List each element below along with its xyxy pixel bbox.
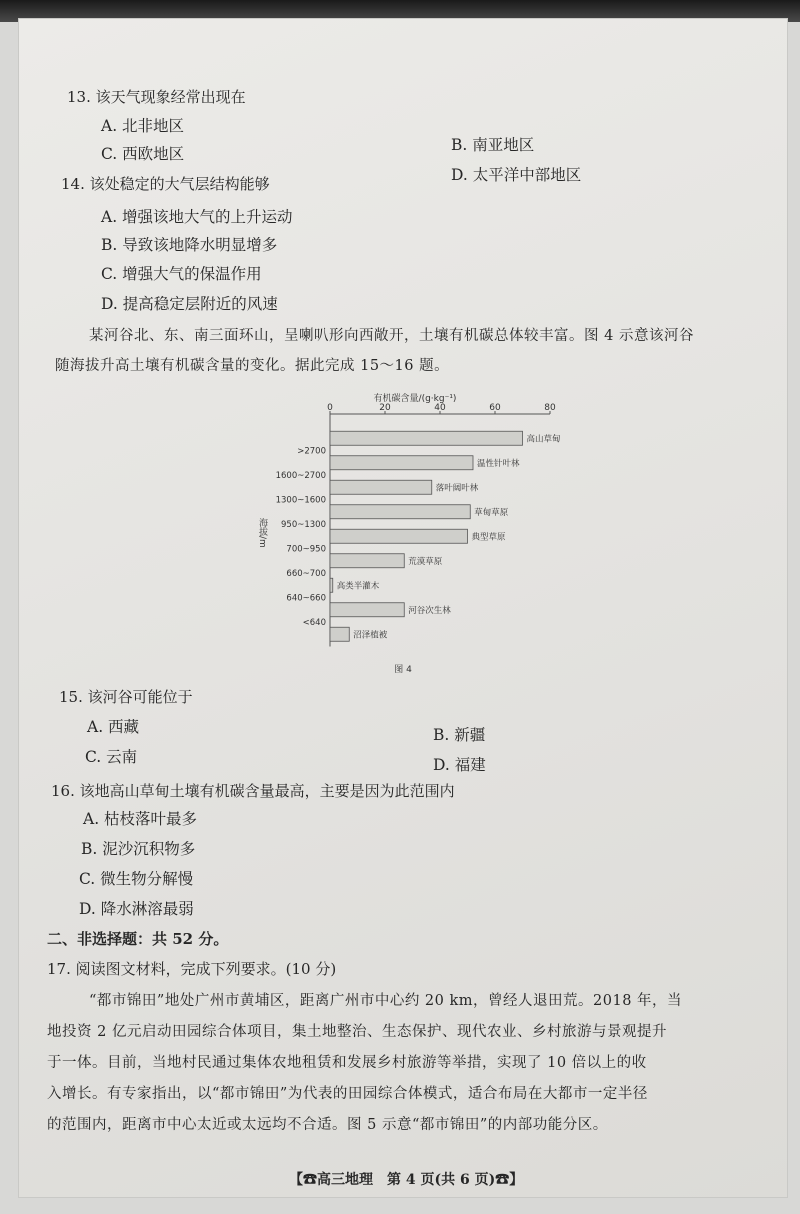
q17-stem: 17. 阅读图文材料，完成下列要求。(10 分) — [47, 960, 337, 978]
q14-option-d: D. 提高稳定层附近的风速 — [101, 295, 278, 313]
bar — [330, 431, 523, 445]
q15-option-b: B. 新疆 — [433, 726, 486, 744]
figure-caption: 图 4 — [394, 665, 412, 675]
bar — [330, 554, 404, 568]
y-tick-label: 660~700 — [286, 569, 326, 579]
section-2-heading: 二、非选择题：共 52 分。 — [47, 930, 229, 948]
bar-label: 沼泽植被 — [353, 630, 388, 641]
bar — [330, 603, 404, 617]
bar-label: 高山草甸 — [526, 434, 561, 445]
q17-para-line-5: 的范围内，距离市中心太近或太远均不合适。图 5 示意“都市锦田”的内部功能分区。 — [47, 1117, 608, 1133]
y-tick-label: 700~950 — [286, 544, 326, 555]
x-tick-label: 80 — [544, 403, 556, 413]
q14-stem: 14. 该处稳定的大气层结构能够 — [61, 175, 270, 193]
x-axis-label: 有机碳含量/(g·kg⁻¹) — [373, 394, 457, 404]
q15-stem: 15. 该河谷可能位于 — [59, 688, 193, 706]
y-axis-label: 海拔/m — [257, 518, 267, 548]
y-tick-label: 640~660 — [286, 593, 326, 604]
bar-label: 草甸草原 — [474, 507, 509, 518]
y-tick-label: >2700 — [297, 446, 326, 457]
q15-option-c: C. 云南 — [85, 748, 138, 766]
q17-para-line-4: 入增长。有专家指出，以“都市锦田”为代表的田园综合体模式，适合布局在大都市一定半径 — [47, 1086, 648, 1102]
q13-option-c: C. 西欧地区 — [101, 145, 185, 163]
y-tick-label: <640 — [302, 618, 326, 628]
bar-label: 河谷次生林 — [408, 605, 451, 616]
q14-option-a: A. 增强该地大气的上升运动 — [101, 208, 293, 226]
bar — [330, 456, 473, 470]
q17-para-line-2: 地投资 2 亿元启动田园综合体项目，集土地整治、生态保护、现代农业、乡村旅游与景观提升 — [47, 1024, 667, 1040]
q13-option-d: D. 太平洋中部地区 — [451, 166, 582, 184]
bar-label: 荒漠草原 — [408, 556, 443, 567]
q16-option-d: D. 降水淋溶最弱 — [79, 900, 194, 918]
q15-option-d: D. 福建 — [433, 756, 486, 774]
q13-stem: 13. 该天气现象经常出现在 — [67, 88, 246, 106]
x-tick-label: 60 — [489, 403, 501, 413]
q17-para-line-1: “都市锦田”地处广州市黄埔区，距离广州市中心约 20 km，曾经人退田荒。2018 年，当 — [89, 993, 683, 1009]
figure-4-chart — [250, 390, 570, 680]
q13-option-b: B. 南亚地区 — [451, 136, 535, 154]
bar-label: 落叶阔叶林 — [435, 483, 479, 494]
y-tick-label: 1300~1600 — [275, 495, 326, 506]
q16-option-a: A. 枯枝落叶最多 — [83, 810, 198, 828]
bar — [330, 505, 470, 519]
bar — [330, 627, 349, 641]
q16-option-b: B. 泥沙沉积物多 — [81, 840, 196, 858]
bar-label: 典型草原 — [471, 532, 506, 543]
y-tick-label: 950~1300 — [281, 520, 326, 530]
intro-line-1: 某河谷北、东、南三面环山，呈喇叭形向西敞开，土壤有机碳总体较丰富。图 4 示意该河谷 — [89, 328, 694, 344]
x-tick-label: 0 — [327, 403, 333, 413]
bar — [330, 578, 333, 592]
intro-line-2: 随海拔升高土壤有机碳含量的变化。据此完成 15～16 题。 — [55, 358, 450, 374]
bar-label: 温性针叶林 — [477, 458, 520, 469]
page-footer: 【☎高三地理 第 4 页(共 6 页)☎】 — [289, 1172, 524, 1188]
bar-label: 高类半灌木 — [336, 581, 380, 592]
bar — [330, 480, 432, 494]
x-tick-label: 20 — [379, 403, 391, 413]
bar — [330, 529, 468, 543]
q16-stem: 16. 该地高山草甸土壤有机碳含量最高，主要是因为此范围内 — [51, 782, 455, 800]
q14-option-c: C. 增强大气的保温作用 — [101, 265, 262, 283]
q17-para-line-3: 于一体。目前，当地村民通过集体农地租赁和发展乡村旅游等举措，实现了 10 倍以上的收 — [47, 1055, 647, 1071]
q15-option-a: A. 西藏 — [87, 718, 140, 736]
q13-option-a: A. 北非地区 — [101, 117, 185, 135]
q14-option-b: B. 导致该地降水明显增多 — [101, 236, 278, 254]
y-tick-label: 1600~2700 — [275, 471, 326, 481]
q16-option-c: C. 微生物分解慢 — [79, 870, 194, 888]
x-tick-label: 40 — [434, 403, 446, 413]
